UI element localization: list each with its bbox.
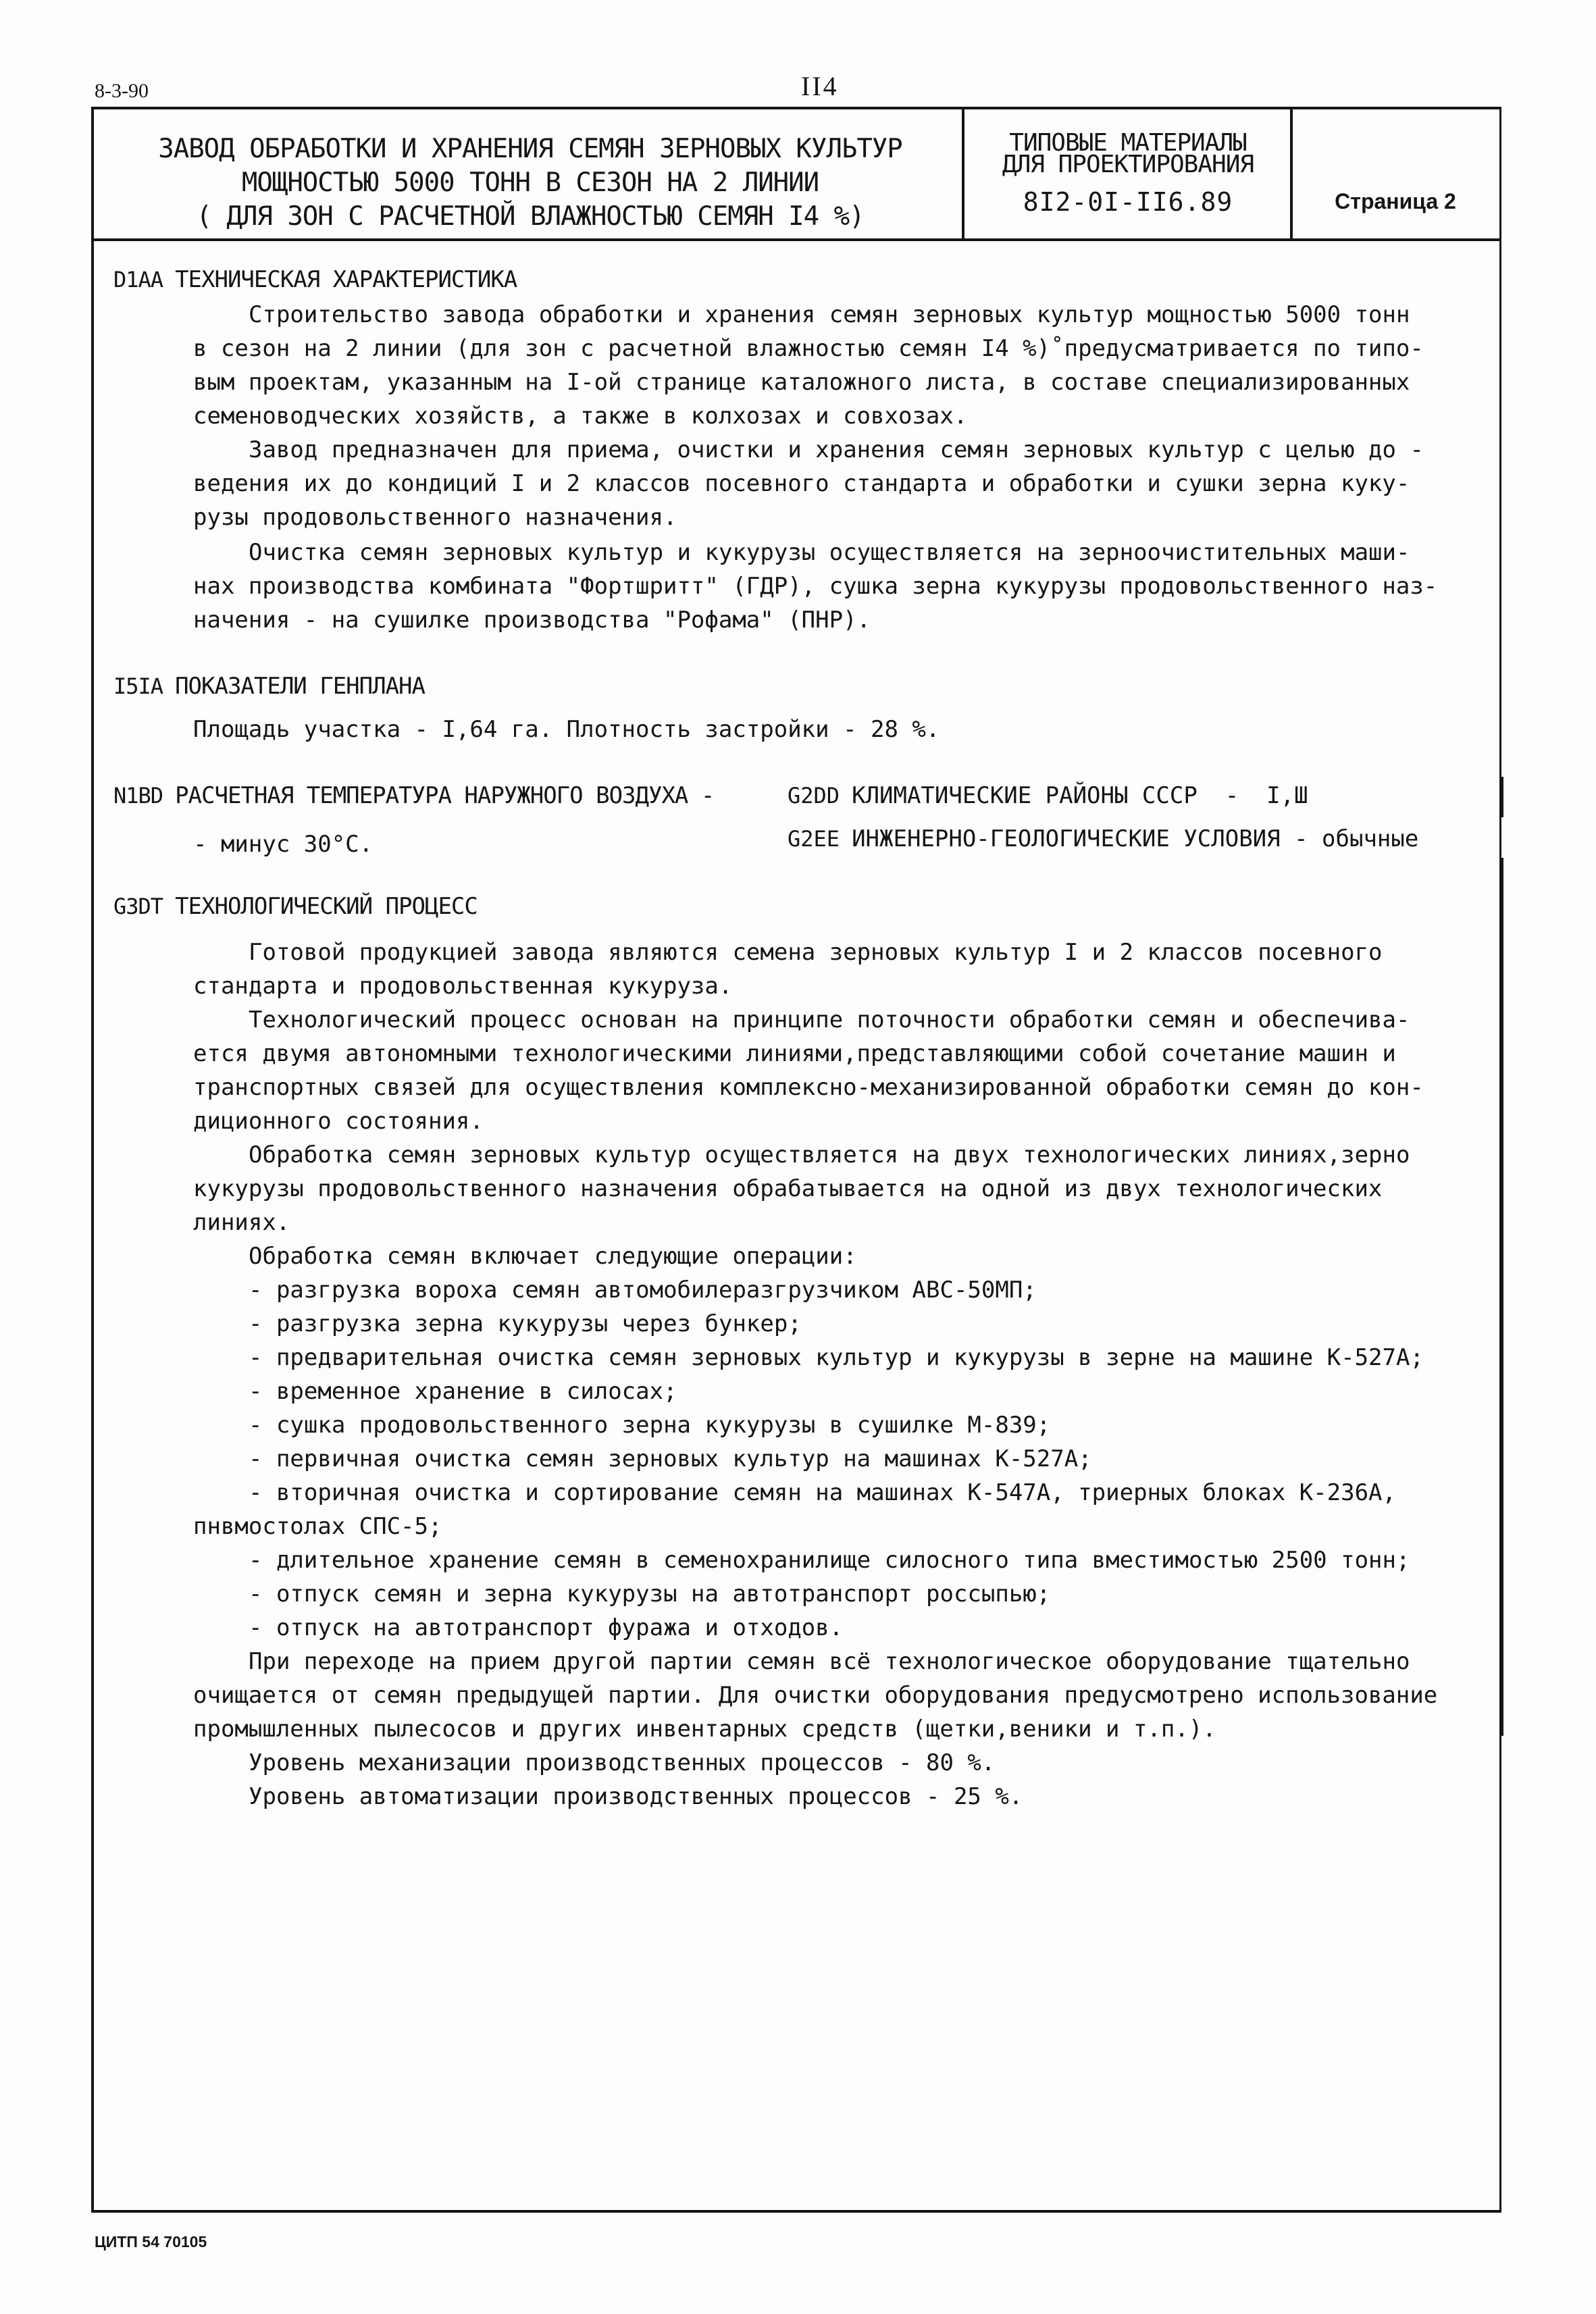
document-title [101, 132, 959, 234]
list-item: - отпуск на автотранспорт фуража и отходов. [249, 1614, 844, 1641]
text-line: диционного состояния. [193, 1108, 484, 1135]
section-heading-tech [113, 266, 517, 293]
design-temperature: - минус 30°С. [193, 831, 374, 858]
section-code: N1BD [113, 783, 163, 808]
section-code: G3DT [113, 894, 163, 919]
section-code: I5IA [113, 673, 163, 699]
list-item: - первичная очистка семян зерновых культур на машинах К-527А; [249, 1445, 1092, 1472]
text-line: линиях. [193, 1209, 290, 1236]
section-code: G2EE [788, 826, 840, 852]
text-line: кукурузы продовольственного назначения обрабатывается на одной из двух технологических [193, 1175, 1383, 1202]
list-item-continuation: пнвмостолах СПС-5; [193, 1513, 442, 1540]
section-heading-climate [113, 782, 714, 809]
title-block-separator [1290, 107, 1293, 240]
text-line: Уровень механизации производственных процессов - 80 %. [249, 1749, 996, 1776]
text-line: начения - на сушилке производства "Рофама" (ПНР). [193, 607, 871, 634]
text-line: При переходе на прием другой партии семян всё технологическое оборудование тщательно [249, 1648, 1410, 1675]
list-item: - разгрузка вороха семян автомобилеразгрузчиком АВС-50МП; [249, 1277, 1037, 1304]
section-title: ТЕХНОЛОГИЧЕСКИЙ ПРОЦЕСС [175, 893, 478, 920]
title-block-separator [962, 107, 964, 240]
text-line: Очистка семян зерновых культур и кукурузы осуществляется на зерноочистительных маши- [249, 539, 1410, 566]
section-title: ИНЖЕНЕРНО-ГЕОЛОГИЧЕСКИЕ УСЛОВИЯ - обычные [852, 825, 1419, 852]
binding-mark [1501, 777, 1503, 817]
text-line: Обработка семян зерновых культур осуществляется на двух технологических линиях,зерно [249, 1141, 1410, 1168]
list-item: - временное хранение в силосах; [249, 1378, 677, 1405]
text-line: вым проектам, указанным на I-ой странице каталожного листа, в составе специализированных [193, 369, 1410, 396]
print-code: ЦИТП 54 70105 [95, 2233, 207, 2251]
list-item: - сушка продовольственного зерна кукурузы в сушилке М-839; [249, 1412, 1051, 1439]
page-date: 8-3-90 [95, 80, 149, 102]
text-line: транспортных связей для осуществления комплексно-механизированной обработки семян до кон- [193, 1074, 1424, 1101]
section-title: ПОКАЗАТЕЛИ ГЕНПЛАНА [175, 673, 425, 700]
series-line: ТИПОВЫЕ МАТЕРИАЛЫ [1009, 129, 1247, 157]
binding-mark [1501, 858, 1503, 1736]
title-line: МОЩНОСТЬЮ 5000 ТОНН В СЕЗОН НА 2 ЛИНИИ [241, 168, 819, 198]
text-line: Технологический процесс основан на принципе поточности обработки семян и обеспечива- [249, 1006, 1410, 1033]
project-code: 8I2-0I-II6.89 [1023, 187, 1233, 217]
genplan-text: Площадь участка - I,64 га. Плотность застройки - 28 %. [193, 716, 940, 743]
section-code: G2DD [788, 783, 840, 808]
title-line: ЗАВОД ОБРАБОТКИ И ХРАНЕНИЯ СЕМЯН ЗЕРНОВЫХ КУЛЬТУР [158, 134, 902, 164]
title-line: ( ДЛЯ ЗОН С РАСЧЕТНОЙ ВЛАЖНОСТЬЮ СЕМЯН I4 %) [196, 201, 865, 232]
text-line: рузы продовольственного назначения. [193, 504, 677, 531]
section-title: РАСЧЕТНАЯ ТЕМПЕРАТУРА НАРУЖНОГО ВОЗДУХА - [175, 782, 715, 809]
section-title: КЛИМАТИЧЕСКИЕ РАЙОНЫ СССР - I,Ш [852, 782, 1308, 809]
text-line: Завод предназначен для приема, очистки и хранения семян зерновых культур с целью до - [249, 436, 1424, 463]
climate-regions [788, 782, 1308, 809]
section-heading-genplan [113, 673, 425, 700]
text-line: Уровень автоматизации производственных процессов - 25 %. [249, 1783, 1023, 1810]
page-label: Страница 2 [1335, 189, 1456, 213]
list-item: - отпуск семян и зерна кукурузы на автотранспорт россыпью; [249, 1580, 1051, 1608]
text-line: Готовой продукцией завода являются семена зерновых культур I и 2 классов посевного [249, 939, 1383, 966]
sheet-number: II4 [801, 71, 839, 101]
text-line: стандарта и продовольственная кукуруза. [193, 973, 733, 1000]
geology-conditions [788, 825, 1418, 852]
text-line: ется двумя автономными технологическими линиями,представляющими собой сочетание машин и [193, 1040, 1396, 1067]
list-item: - разгрузка зерна кукурузы через бункер; [249, 1310, 802, 1337]
series-line: ДЛЯ ПРОЕКТИРОВАНИЯ [1002, 151, 1254, 178]
text-line: Строительство завода обработки и хранения семян зерновых культур мощностью 5000 тонн [249, 301, 1410, 328]
section-code: D1AA [113, 267, 163, 292]
list-item: - вторичная очистка и сортирование семян на машинах К-547А, триерных блоках К-236А, [249, 1479, 1396, 1506]
text-line: семеноводческих хозяйств, а также в колхозах и совхозах. [193, 403, 968, 430]
section-heading-process [113, 893, 478, 920]
list-item: - длительное хранение семян в семенохранилище силосного типа вместимостью 2500 тонн; [249, 1547, 1410, 1574]
text-line: ведения их до кондиций I и 2 классов посевного стандарта и обработки и сушки зерна куку- [193, 470, 1410, 497]
text-line: промышленных пылесосов и других инвентарных средств (щетки,веники и т.п.). [193, 1716, 1216, 1743]
text-line: в сезон на 2 линии (для зон с расчетной влажностью семян I4 %)˚предусматривается по типо- [193, 335, 1424, 362]
series-label [966, 129, 1290, 178]
list-item: - предварительная очистка семян зерновых культур и кукурузы в зерне на машине К-527А; [249, 1344, 1424, 1371]
text-line: нах производства комбината "Фортшритт" (ГДР), сушка зерна кукурузы продовольственного наз- [193, 573, 1438, 600]
text-line: очищается от семян предыдущей партии. Для очистки оборудования предусмотрено использование [193, 1682, 1438, 1709]
section-title: ТЕХНИЧЕСКАЯ ХАРАКТЕРИСТИКА [175, 266, 517, 293]
text-line: Обработка семян включает следующие операции: [249, 1243, 857, 1270]
